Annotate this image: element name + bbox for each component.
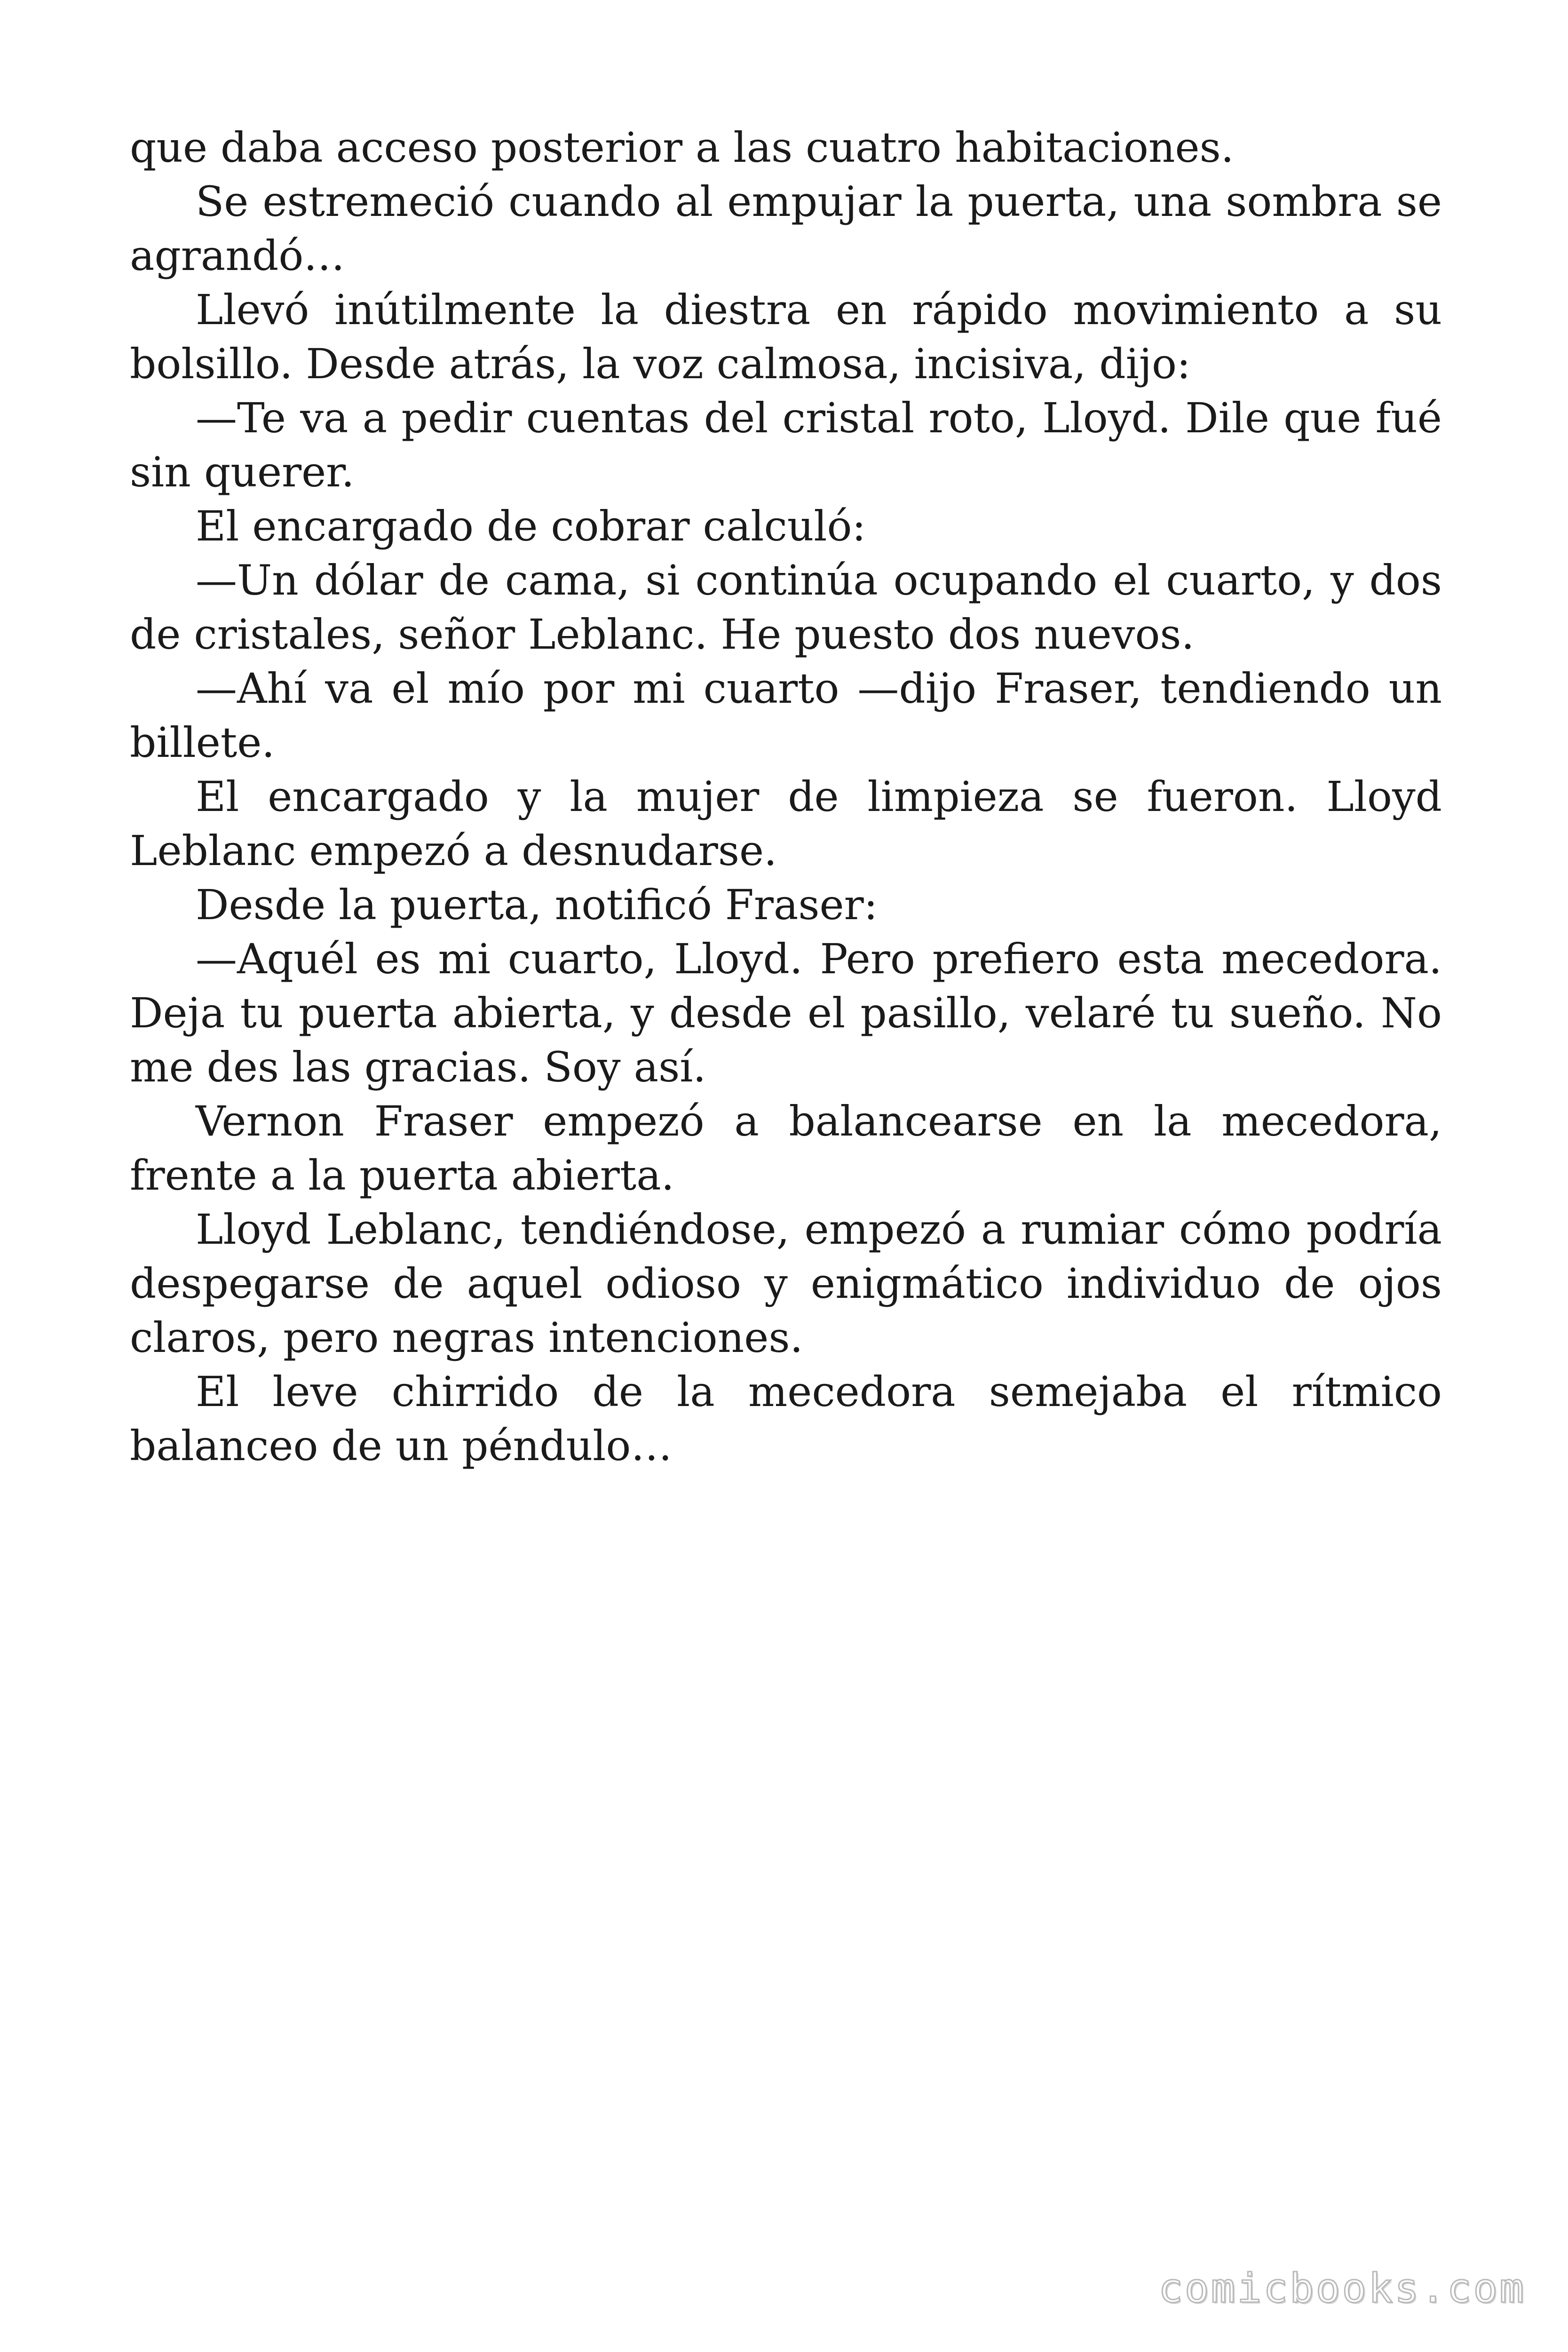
paragraph-6: —Un dólar de cama, si continúa ocupando el cuarto, y dos de cristales, señor Leblanc. He puesto dos nuevos. — [130, 556, 1442, 659]
paragraph-3: Llevó inútilmente la diestra en rápido movimiento a su bolsillo. Desde atrás, la voz calmosa, incisiva, dijo: — [130, 286, 1442, 388]
watermark-logo: comicbooks.com — [1158, 2265, 1526, 2312]
paragraph-13: El leve chirrido de la mecedora semejaba el rítmico balanceo de un péndulo… — [130, 1367, 1442, 1470]
paragraph-1: que daba acceso posterior a las cuatro habitaciones. — [130, 123, 1234, 172]
paragraph-11: Vernon Fraser empezó a balancearse en la mecedora, frente a la puerta abierta. — [130, 1097, 1442, 1200]
paragraph-7: —Ahí va el mío por mi cuarto —dijo Fraser, tendiendo un billete. — [130, 664, 1442, 767]
paragraph-12: Lloyd Leblanc, tendiéndose, empezó a rumiar cómo podría despegarse de aquel odioso y enigmático individuo de ojos claros, pero negras intenciones. — [130, 1205, 1442, 1362]
paragraph-8: El encargado y la mujer de limpieza se fueron. Lloyd Leblanc empezó a desnudarse. — [130, 772, 1442, 875]
paragraph-5: El encargado de cobrar calculó: — [196, 502, 866, 550]
page-text — [130, 120, 1442, 1473]
paragraph-2: Se estremeció cuando al empujar la puerta, una sombra se agrandó… — [130, 177, 1442, 280]
paragraph-10: —Aquél es mi cuarto, Lloyd. Pero prefiero esta mecedora. Deja tu puerta abierta, y desde el pasillo, velaré tu sueño. No me des las gracias. Soy así. — [130, 935, 1442, 1091]
paragraph-4: —Te va a pedir cuentas del cristal roto, Lloyd. Dile que fué sin querer. — [130, 394, 1442, 496]
paragraph-9: Desde la puerta, notificó Fraser: — [196, 881, 878, 929]
